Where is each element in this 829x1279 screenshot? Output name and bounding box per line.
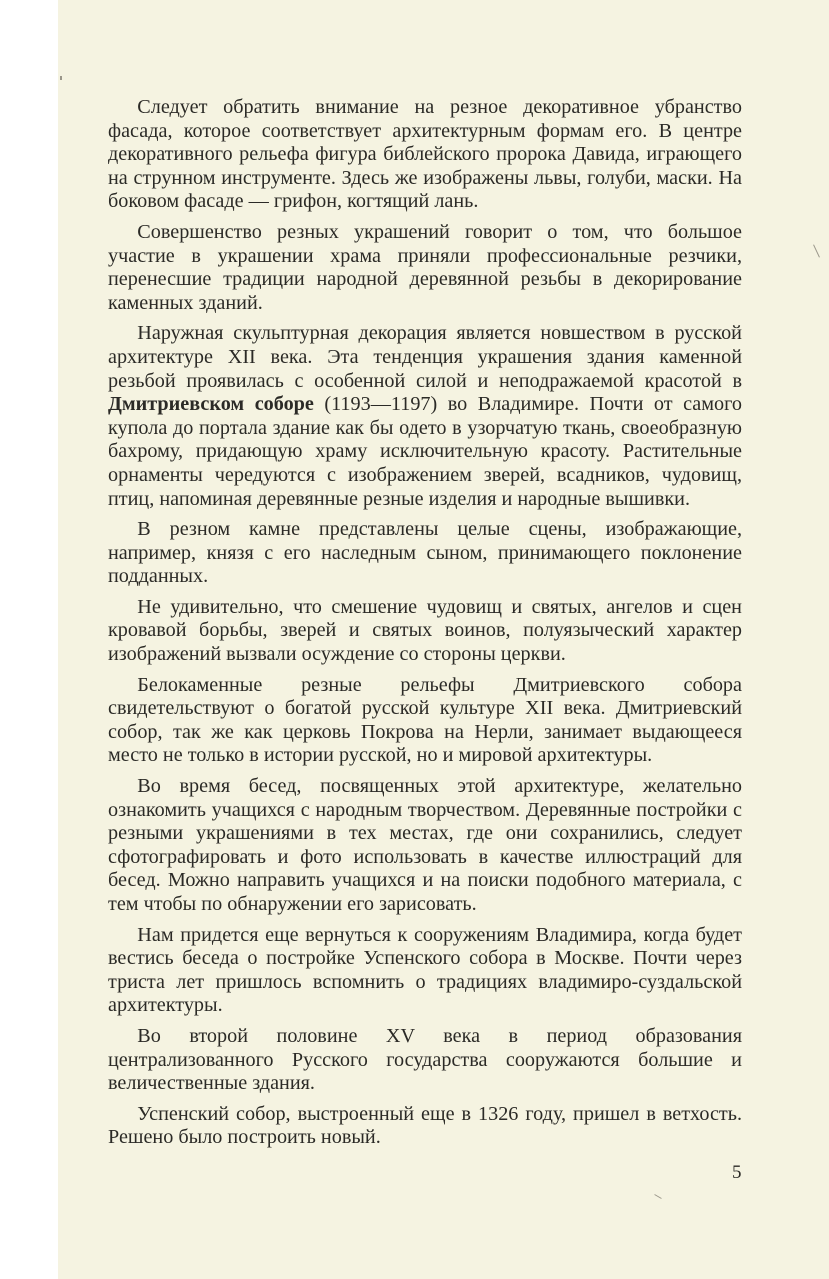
speck-bottom [654,1194,661,1199]
paragraph-3 [108,322,742,511]
paragraph-1: Следует обратить внимание на резное декоративное убранство фасада, которое соответствует архитектурным формам его. В центре декоративного рельефа фигура библейского пророка Давида, играющего на струнном инструменте. Здесь же изображены львы, голуби, маски. На боковом фасаде — грифон, когтящий лань. [108,96,742,213]
paragraph-3-start: Наружная скульптурная декорация является новшеством в русской архитектуре XII века. Эта тенденция украшения здания каменной резьбой проявилась с особенной силой и неподражаемой красотой в [108,322,742,392]
speck-left [60,76,62,80]
book-page [58,0,829,1279]
dmitrievsky-cathedral-bold: Дмитриевском соборе [108,393,314,416]
paragraph-8: Нам придется еще вернуться к сооружениям Владимира, когда будет вестись беседа о постройке Успенского собора в Москве. Почти через триста лет пришлось вспомнить о традициях владимиро-суздальской архитектуры. [108,923,742,1017]
paragraph-3-end: (1193—1197) во Владимире. Почти от самого купола до портала здание как бы одето в узорчатую ткань, своеобразную бахрому, придающую храму исключительную красоту. Растительные орнаменты чередуются с изображением зверей, всадников, чудовищ, птиц, напоминая деревянные резные изделия и народные вышивки. [108,393,742,510]
paragraph-6: Белокаменные резные рельефы Дмитриевского собора свидетельствуют о богатой русской культуре XII века. Дмитриевский собор, так же как церковь Покрова на Нерли, занимает выдающееся место не только в истории русской, но и мировой архитектуры. [108,673,742,767]
speck-right [813,244,820,257]
paragraph-9: Во второй половине XV века в период образования централизованного Русского государства сооружаются большие и величественные здания. [108,1024,742,1095]
page-number: 5 [732,1162,742,1183]
paragraph-7: Во время бесед, посвященных этой архитектуре, желательно ознакомить учащихся с народным творчеством. Деревянные постройки с резными украшениями в тех местах, где они сохранились, следует сфотографировать и фото использовать в качестве иллюстраций для бесед. Можно направить учащихся и на поиски подобного материала, с тем чтобы по обнаружении его зарисовать. [108,775,742,915]
paragraph-4: В резном камне представлены целые сцены, изображающие, например, князя с его наследным сыном, принимающего поклонение подданных. [108,518,742,588]
body-text [108,96,742,1157]
paragraph-10: Успенский собор, выстроенный еще в 1326 году, пришел в ветхость. Решено было построить новый. [108,1102,742,1149]
paragraph-2: Совершенство резных украшений говорит о том, что большое участие в украшении храма приняли профессиональные резчики, перенесшие традиции народной деревянной резьбы в декорирование каменных зданий. [108,220,742,314]
paragraph-5: Не удивительно, что смешение чудовищ и святых, ангелов и сцен кровавой борьбы, зверей и святых воинов, полуязыческий характер изображений вызвали осуждение со стороны церкви. [108,595,742,666]
